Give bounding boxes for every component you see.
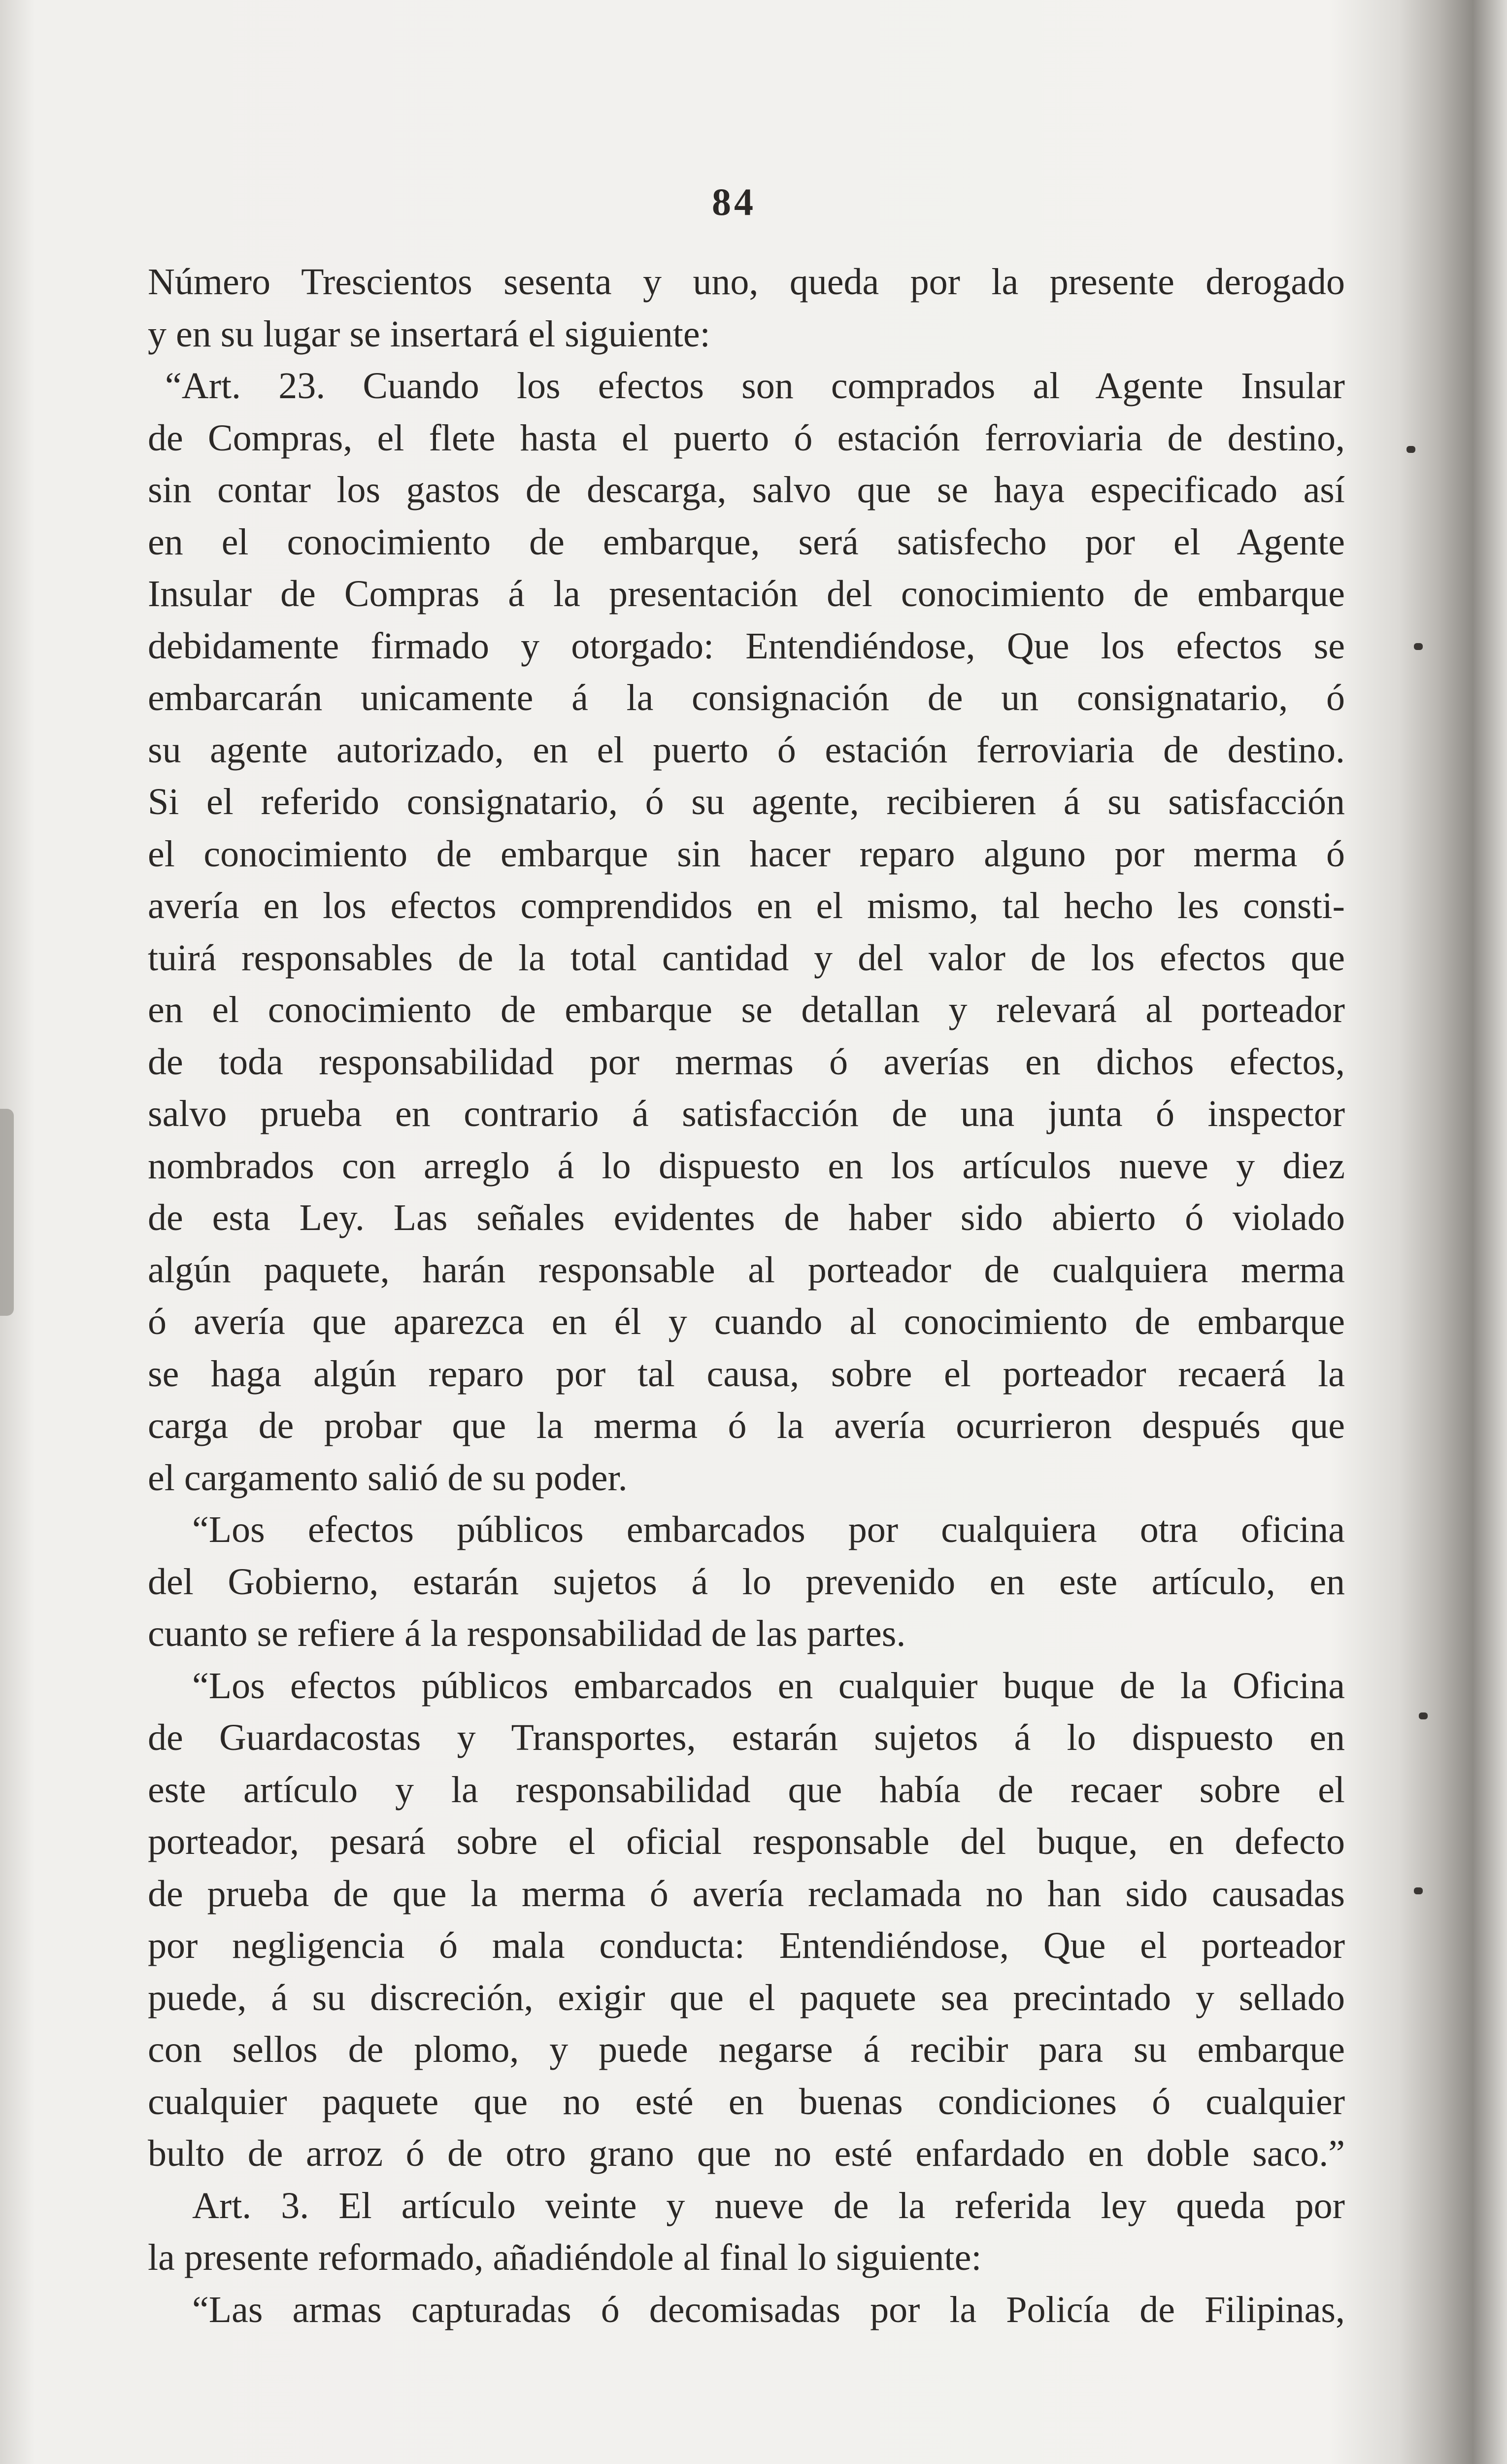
text-line: nombrados con arreglo á lo dispuesto en los artículos nueve y diez [148, 1145, 1345, 1187]
text-line: porteador, pesará sobre el oficial responsable del buque, en defecto [148, 1821, 1345, 1862]
text-line: algún paquete, harán responsable al porteador de cualquiera merma [148, 1249, 1345, 1291]
text-line: tuirá responsables de la total cantidad y del valor de los efectos que [148, 937, 1345, 979]
text-line: Insular de Compras á la presentación del conocimiento de embarque [148, 573, 1345, 615]
text-line: con sellos de plomo, y puede negarse á recibir para su embarque [148, 2029, 1345, 2070]
text-line: “Los efectos públicos embarcados en cualquier buque de la Oficina [192, 1665, 1345, 1707]
text-line: este artículo y la responsabilidad que había de recaer sobre el [148, 1769, 1345, 1811]
ink-speck [1414, 1887, 1423, 1894]
text-line: en el conocimiento de embarque se detallan y relevará al porteador [148, 989, 1345, 1030]
text-line: cuanto se refiere á la responsabilidad de las partes. [148, 1613, 906, 1654]
text-line: del Gobierno, estarán sujetos á lo prevenido en este artículo, en [148, 1561, 1345, 1603]
text-line: Número Trescientos sesenta y uno, queda por la presente derogado [148, 261, 1345, 303]
text-line: bulto de arroz ó de otro grano que no esté enfardado en doble saco.” [148, 2133, 1345, 2174]
text-line: “Art. 23. Cuando los efectos son comprados al Agente Insular [165, 365, 1345, 407]
text-line: la presente reformado, añadiéndole al final lo siguiente: [148, 2237, 982, 2278]
text-line: el conocimiento de embarque sin hacer reparo alguno por merma ó [148, 833, 1345, 875]
text-line: Art. 3. El artículo veinte y nueve de la referida ley queda por [192, 2185, 1345, 2226]
text-line: avería en los efectos comprendidos en el mismo, tal hecho les consti- [148, 885, 1345, 926]
text-line: por negligencia ó mala conducta: Entendiéndose, Que el porteador [148, 1925, 1345, 1966]
text-line: debidamente firmado y otorgado: Entendiéndose, Que los efectos se [148, 625, 1345, 667]
binding-shadow [0, 1109, 14, 1316]
text-line: puede, á su discreción, exigir que el paquete sea precintado y sellado [148, 1977, 1345, 2019]
text-line: se haga algún reparo por tal causa, sobre el porteador recaerá la [148, 1353, 1345, 1395]
text-line: cualquier paquete que no esté en buenas condiciones ó cualquier [148, 2081, 1345, 2122]
text-line: “Las armas capturadas ó decomisadas por la Policía de Filipinas, [192, 2289, 1345, 2330]
ink-speck [1407, 446, 1415, 453]
text-line: su agente autorizado, en el puerto ó estación ferroviaria de destino. [148, 729, 1345, 771]
text-line: salvo prueba en contrario á satisfacción de una junta ó inspector [148, 1093, 1345, 1134]
body-text [148, 256, 1345, 2336]
text-line: carga de probar que la merma ó la avería ocurrieron después que [148, 1405, 1345, 1446]
text-line: de Compras, el flete hasta el puerto ó estación ferroviaria de destino, [148, 417, 1345, 459]
text-line: el cargamento salió de su poder. [148, 1457, 628, 1499]
text-line: de esta Ley. Las señales evidentes de haber sido abierto ó violado [148, 1197, 1345, 1238]
text-line: Si el referido consignatario, ó su agente, recibieren á su satisfacción [148, 781, 1345, 822]
text-line: de prueba de que la merma ó avería reclamada no han sido causadas [148, 1873, 1345, 1915]
text-line: de toda responsabilidad por mermas ó averías en dichos efectos, [148, 1041, 1345, 1083]
text-line: sin contar los gastos de descarga, salvo que se haya especificado así [148, 469, 1345, 511]
text-line: de Guardacostas y Transportes, estarán sujetos á lo dispuesto en [148, 1717, 1345, 1758]
text-line: en el conocimiento de embarque, será satisfecho por el Agente [148, 521, 1345, 563]
text-line: y en su lugar se insertará el siguiente: [148, 313, 710, 355]
page-number: 84 [712, 180, 756, 223]
ink-speck [1419, 1712, 1428, 1719]
ink-speck [1414, 643, 1423, 650]
text-line: “Los efectos públicos embarcados por cualquiera otra oficina [192, 1509, 1345, 1550]
text-line: embarcarán unicamente á la consignación de un consignatario, ó [148, 677, 1345, 719]
text-line: ó avería que aparezca en él y cuando al conocimiento de embarque [148, 1301, 1345, 1342]
